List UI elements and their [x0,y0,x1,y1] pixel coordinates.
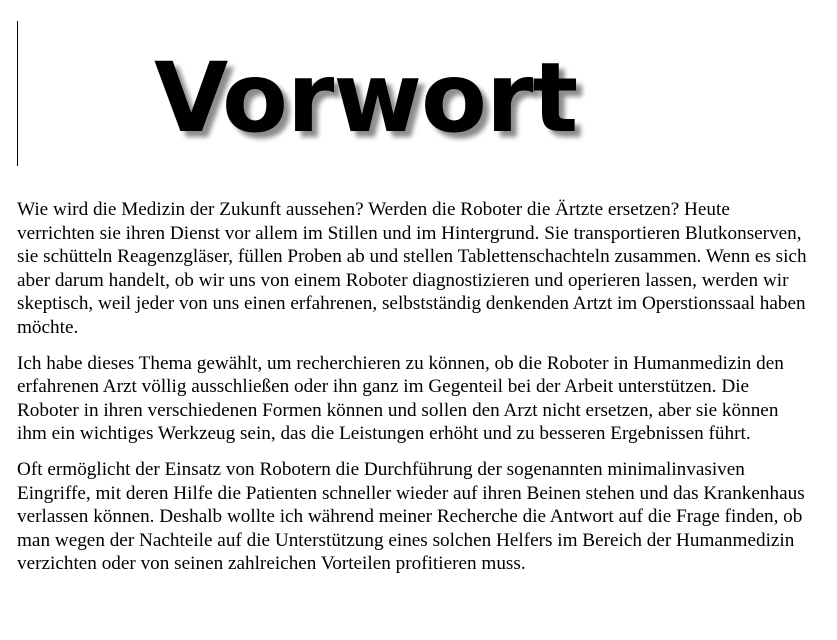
document-body [17,198,807,588]
paragraph-2: Ich habe dieses Thema gewählt, um recherchieren zu können, ob die Roboter in Humanmedizin den erfahrenen Arzt völlig ausschließen oder ihn ganz im Gegenteil bei der Arbeit unterstützen. Die Roboter in ihren verschiedenen Formen können und sollen den Arzt nicht ersetzen, aber sie können ihm ein wichtiges Werkzeug sein, das die Leistungen erhöht und zu besseren Ergebnissen führt. [17,352,784,445]
page-title: Vorwort [154,42,578,154]
paragraph-3: Oft ermöglicht der Einsatz von Robotern die Durchführung der sogenannten minimalinvasiven Eingriffe, mit deren Hilfe die Patienten schneller wieder auf ihren Beinen stehen und das Krankenhaus verlassen können. Deshalb wollte ich während meiner Recherche die Antwort auf die Frage finden, ob man wegen der Nachteile auf die Unterstützung eines solchen Helfers im Bereich der Humanmedizin verzichten oder von seinen zahlreichen Vorteilen profitieren muss. [17,458,805,575]
paragraph-1: Wie wird die Medizin der Zukunft aussehen? Werden die Roboter die Ärtzte ersetzen? Heute verrichten sie ihren Dienst vor allem im Stillen und im Hintergrund. Sie transportieren Blutkonserven, sie schütteln Reagenzgläser, füllen Proben ab und stellen Tablettenschachteln zusammen. Wenn es sich aber darum handelt, ob wir uns von einem Roboter diagnostizieren und operieren lassen, werden wir skeptisch, weil jeder von uns einen erfahrenen, selbstständig denkenden Artzt im Operstionssaal haben möchte. [17,199,807,338]
text-cursor [17,21,18,166]
